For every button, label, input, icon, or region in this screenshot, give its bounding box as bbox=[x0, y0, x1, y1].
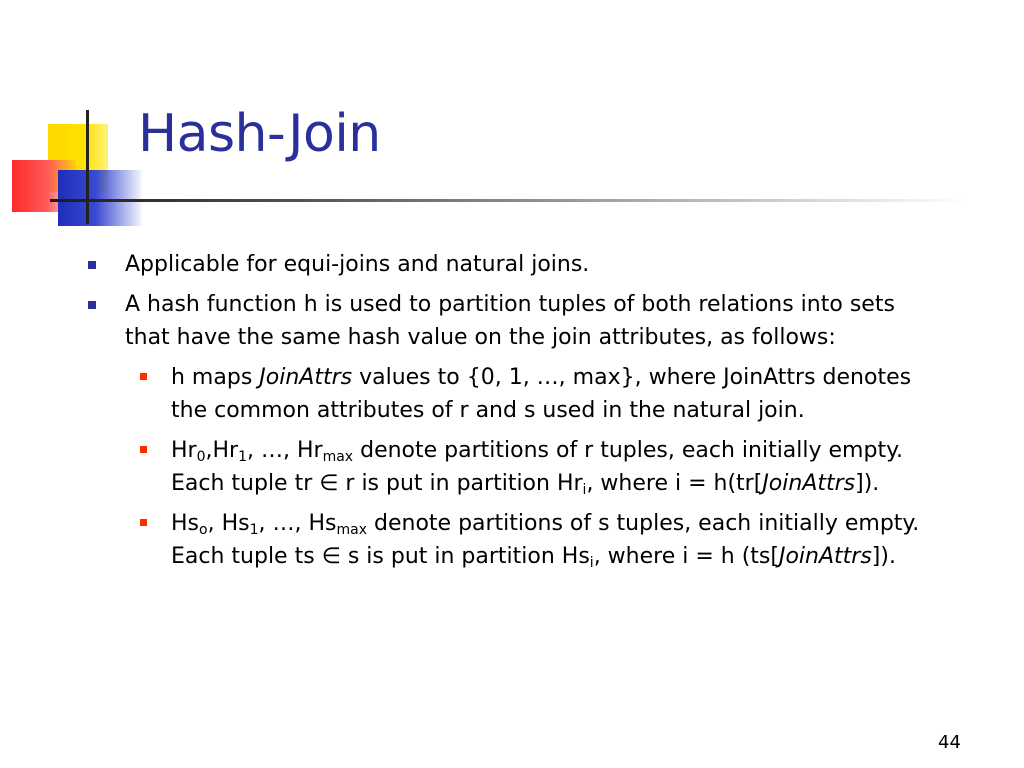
bullet-text: A hash function h is used to partition tuples of both relations into sets that have the same hash value on the join attributes, as follows: bbox=[125, 292, 895, 350]
text-run: denote partitions of r tuples, each initially empty. Each tuple tr ∈ r is put in partition Hr bbox=[171, 438, 903, 496]
text-run: values to {0, 1, …, max}, where JoinAttrs denotes the common attributes of r and s used in the natural join. bbox=[171, 365, 912, 423]
italic-run: JoinAttrs bbox=[778, 544, 872, 569]
sub-bullet-item bbox=[86, 434, 946, 500]
bullet-item bbox=[86, 248, 946, 281]
sub-bullet-item bbox=[86, 507, 946, 573]
text-run: , …, Hr bbox=[247, 438, 323, 463]
subscript: i bbox=[589, 555, 594, 571]
text-run: h maps bbox=[171, 365, 260, 390]
italic-run: JoinAttrs bbox=[259, 365, 353, 390]
subscript: 0 bbox=[196, 449, 206, 465]
sub-bullet-text bbox=[171, 361, 946, 427]
subscript: 1 bbox=[249, 522, 259, 538]
logo-vertical-line bbox=[86, 110, 89, 224]
text-run: , where i = h (ts[ bbox=[593, 544, 779, 569]
text-run: denote partitions of s tuples, each initially empty. Each tuple ts ∈ s is put in partition Hs bbox=[171, 511, 920, 569]
decorative-logo bbox=[0, 0, 160, 230]
subscript: i bbox=[582, 482, 587, 498]
title-underline bbox=[50, 199, 970, 202]
text-run: Hs bbox=[171, 511, 200, 536]
page-number: 44 bbox=[938, 732, 961, 753]
subscript: o bbox=[199, 522, 208, 538]
square-bullet-icon bbox=[140, 519, 147, 526]
text-run: ,Hr bbox=[205, 438, 239, 463]
text-run: Hr bbox=[171, 438, 197, 463]
text-run: , Hs bbox=[207, 511, 250, 536]
square-bullet-icon bbox=[88, 261, 96, 269]
text-run: , …, Hs bbox=[258, 511, 337, 536]
slide-body bbox=[86, 248, 946, 580]
italic-run: JoinAttrs bbox=[762, 471, 856, 496]
text-run: ]). bbox=[871, 544, 896, 569]
subscript: max bbox=[336, 522, 368, 538]
square-bullet-icon bbox=[140, 373, 147, 380]
square-bullet-icon bbox=[140, 446, 147, 453]
text-run: , where i = h(tr[ bbox=[586, 471, 763, 496]
subscript: max bbox=[322, 449, 354, 465]
subscript: 1 bbox=[238, 449, 248, 465]
sub-bullet-text bbox=[171, 507, 946, 573]
bullet-text: Applicable for equi-joins and natural joins. bbox=[125, 252, 590, 277]
bullet-item bbox=[86, 288, 946, 354]
sub-bullet-text bbox=[171, 434, 946, 500]
slide-title: Hash-Join bbox=[138, 104, 381, 164]
text-run: ]). bbox=[855, 471, 880, 496]
sub-bullet-item bbox=[86, 361, 946, 427]
square-bullet-icon bbox=[88, 301, 96, 309]
logo-blue-square bbox=[58, 170, 142, 226]
